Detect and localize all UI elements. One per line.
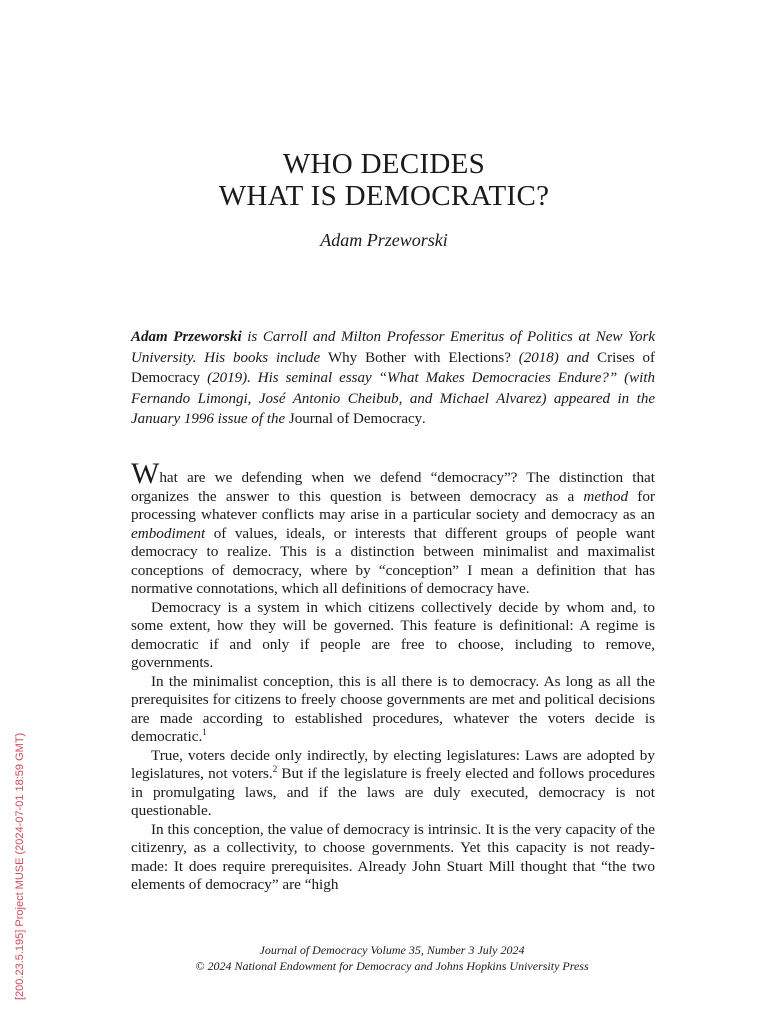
- journal-footer: [0, 942, 768, 974]
- bio-text-1: is Carroll and Milton Professor Emeritus of Politics at New York University. His books include: [131, 329, 655, 366]
- paragraph-1-text-c: of values, ideals, or interests that different groups of people want democracy to realize. This is a distinction between minimalist and maximalist conceptions of democracy, where by “conception” I mean a definition that has normative connotations, which all definitions of democracy have.: [131, 524, 655, 597]
- bio-text-2: (2018) and: [510, 349, 598, 366]
- footer-copyright: © 2024 National Endowment for Democracy and Johns Hopkins University Press: [195, 959, 589, 973]
- article-title: [0, 148, 768, 212]
- paragraph-3-text: In the minimalist conception, this is all there is to democracy. As long as all the prerequisites for citizens to freely choose governments are met and political decisions are made according to established procedures, whatever the voters decide is democratic.: [131, 672, 655, 745]
- emphasis-embodiment: embodiment: [131, 524, 206, 542]
- drop-cap: W: [131, 457, 160, 490]
- bio-text-3: (2019). His seminal essay “What Makes Democracies Endure?” (with Fernando Limongi, José Antonio Cheibub, and Michael Alvarez) appeared in the January 1996 issue of the: [131, 370, 655, 427]
- bio-book-2: Crises of Democracy: [131, 349, 655, 386]
- paragraph-2: Democracy is a system in which citizens collectively decide by whom and, to some extent, how they will be governed. This feature is definitional: A regime is democratic if and only if people are free to choose, including to remove, governments.: [131, 598, 655, 671]
- footer-citation: Journal of Democracy Volume 35, Number 3 July 2024: [259, 943, 525, 957]
- article-body: [131, 457, 655, 895]
- title-line-2: WHAT IS DEMOCRATIC?: [218, 180, 550, 212]
- emphasis-method: method: [583, 487, 629, 505]
- author-byline: Adam Przeworski: [320, 230, 448, 250]
- bio-book-1: Why Bother with Elections?: [328, 349, 511, 366]
- paragraph-3: [131, 673, 655, 747]
- author-bio: [131, 327, 655, 430]
- paragraph-4-text-a: True, voters decide only indirectly, by electing legislatures: Laws are adopted by legislatures, not voters.: [131, 746, 655, 782]
- bio-end: .: [422, 411, 426, 427]
- footnote-ref-1[interactable]: 1: [202, 726, 207, 737]
- footnote-ref-2[interactable]: 2: [272, 763, 278, 774]
- title-line-1: WHO DECIDES: [282, 148, 486, 180]
- paragraph-1-text-b: for processing whatever conflicts may arise in a particular society and democracy as an: [131, 487, 655, 523]
- bio-author-name: Adam Przeworski: [131, 329, 242, 345]
- paragraph-4: [131, 747, 655, 821]
- bio-journal: Journal of Democracy: [288, 411, 423, 427]
- download-stamp: [200.23.5.195] Project MUSE (2024-07-01 18:59 GMT): [14, 732, 26, 1000]
- paragraph-5: In this conception, the value of democracy is intrinsic. It is the very capacity of the citizenry, as a collectivity, to choose governments. Yet this capacity is not ready-made: It does require prerequisites. Already John Stuart Mill thought that “the two elements of democracy” are “high: [131, 820, 655, 893]
- paragraph-1: [131, 457, 655, 599]
- paragraph-1-text-a: hat are we defending when we defend “democracy”? The distinction that organizes the answer to this question is between democracy as a: [131, 469, 655, 505]
- paragraph-4-text-b: But if the legislature is freely elected and follows procedures in promulgating laws, and if the laws are duly executed, democracy is not questionable.: [131, 765, 655, 819]
